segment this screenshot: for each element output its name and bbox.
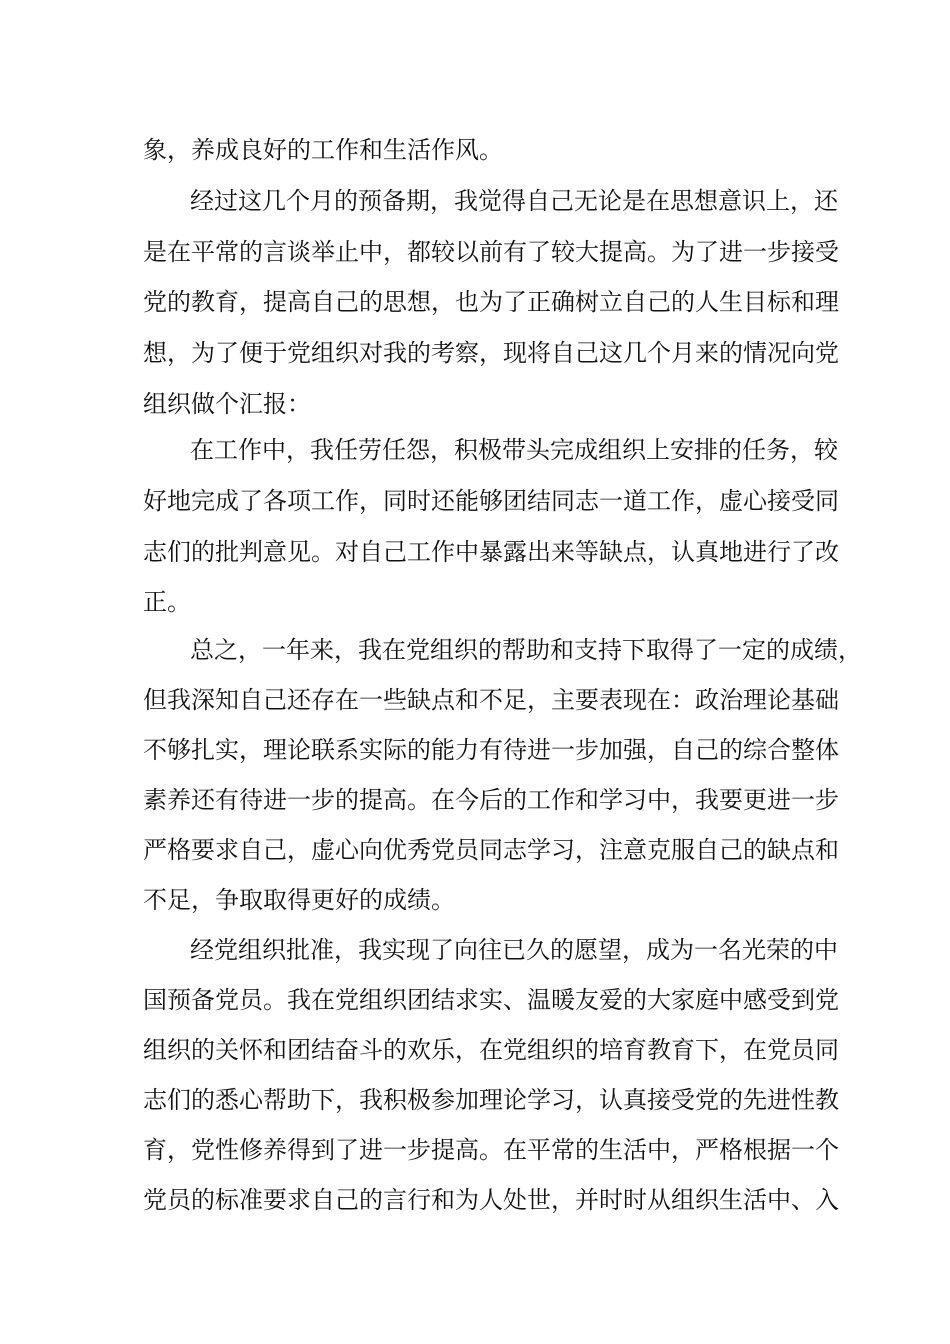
text-line: 象，养成良好的工作和生活作风。 (143, 136, 503, 164)
text-line: 党的教育，提高自己的思想，也为了正确树立自己的人生目标和理 (143, 288, 839, 316)
paragraph-first-line: 在工作中，我任劳任怨，积极带头完成组织上安排的任务，较 (190, 436, 838, 464)
text-line: 志们的悉心帮助下，我积极参加理论学习，认真接受党的先进性教 (143, 1086, 839, 1114)
paragraph-first-line: 经党组织批准，我实现了向往已久的愿望，成为一名光荣的中 (190, 936, 838, 964)
text-line: 组织做个汇报： (143, 390, 311, 418)
text-line: 组织的关怀和团结奋斗的欢乐，在党组织的培育教育下，在党员同 (143, 1036, 839, 1064)
text-line: 志们的批判意见。对自己工作中暴露出来等缺点，认真地进行了改 (143, 538, 839, 566)
text-line: 不够扎实，理论联系实际的能力有待进一步加强，自己的综合整体 (143, 736, 839, 764)
text-line: 国预备党员。我在党组织团结求实、温暖友爱的大家庭中感受到党 (143, 986, 839, 1014)
text-line: 但我深知自己还存在一些缺点和不足，主要表现在：政治理论基础 (143, 686, 839, 714)
text-line: 正。 (143, 588, 191, 616)
text-line: 是在平常的言谈举止中，都较以前有了较大提高。为了进一步接受 (143, 238, 839, 266)
paragraph-first-line: 经过这几个月的预备期，我觉得自己无论是在思想意识上，还 (190, 187, 838, 215)
text-line: 党员的标准要求自己的言行和为人处世，并时时从组织生活中、入 (143, 1186, 839, 1214)
text-line: 育，党性修养得到了进一步提高。在平常的生活中，严格根据一个 (143, 1136, 839, 1164)
text-line: 素养还有待进一步的提高。在今后的工作和学习中，我要更进一步 (143, 786, 839, 814)
text-line: 不足，争取取得更好的成绩。 (143, 886, 455, 914)
text-line: 好地完成了各项工作，同时还能够团结同志一道工作，虚心接受同 (143, 487, 839, 515)
paragraph-first-line: 总之，一年来，我在党组织的帮助和支持下取得了一定的成绩， (190, 636, 862, 664)
text-line: 想，为了便于党组织对我的考察，现将自己这几个月来的情况向党 (143, 339, 839, 367)
text-line: 严格要求自己，虚心向优秀党员同志学习，注意克服自己的缺点和 (143, 836, 839, 864)
